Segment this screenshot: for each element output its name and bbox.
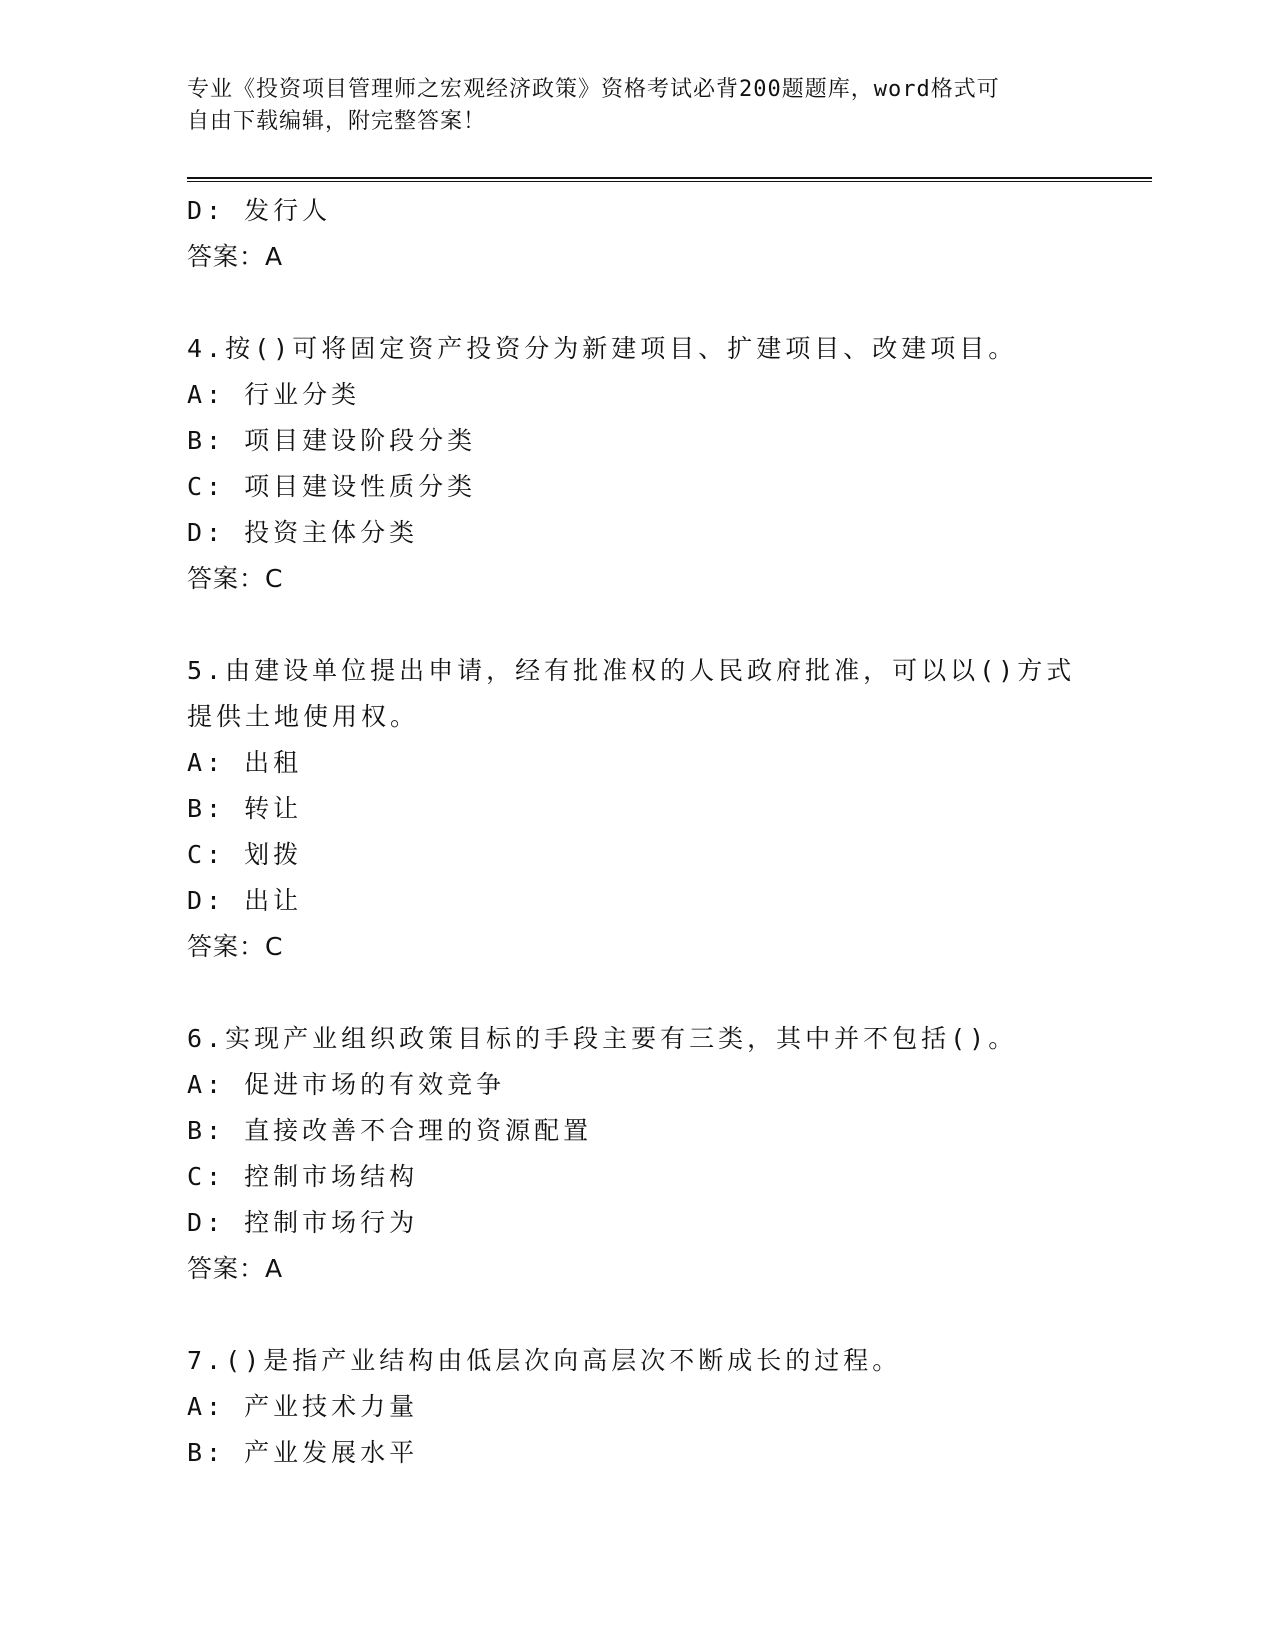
header-divider-thin (187, 181, 1152, 182)
answer: 答案：A (187, 1254, 284, 1283)
question-text: 7.()是指产业结构由低层次向高层次不断成长的过程。 (187, 1346, 902, 1375)
option-a: A: 产业技术力量 (187, 1392, 419, 1421)
question-5 (187, 648, 1087, 970)
question-4 (187, 326, 1087, 602)
question-text-line-2: 提供土地使用权。 (187, 702, 420, 731)
header-divider-thick (187, 177, 1152, 179)
question-6 (187, 1016, 1087, 1292)
document-body (187, 188, 1087, 1476)
option-a: A: 促进市场的有效竞争 (187, 1070, 506, 1099)
document-header (187, 74, 1087, 138)
header-line-1: 专业《投资项目管理师之宏观经济政策》资格考试必背200题题库，word格式可 (187, 77, 1000, 102)
option-b: B: 转让 (187, 794, 303, 823)
option-b: B: 直接改善不合理的资源配置 (187, 1116, 593, 1145)
option-d: D: 发行人 (187, 196, 332, 225)
question-text: 4.按()可将固定资产投资分为新建项目、扩建项目、改建项目。 (187, 334, 1018, 363)
option-d: D: 控制市场行为 (187, 1208, 419, 1237)
option-c: C: 划拨 (187, 840, 303, 869)
option-a: A: 行业分类 (187, 380, 361, 409)
option-a: A: 出租 (187, 748, 303, 777)
option-c: C: 控制市场结构 (187, 1162, 419, 1191)
option-b: B: 产业发展水平 (187, 1438, 419, 1467)
option-c: C: 项目建设性质分类 (187, 472, 477, 501)
question-text-line-1: 5.由建设单位提出申请，经有批准权的人民政府批准，可以以()方式 (187, 656, 1076, 685)
question-7 (187, 1338, 1087, 1476)
question-3-continuation (187, 188, 1087, 280)
question-text: 6.实现产业组织政策目标的手段主要有三类，其中并不包括()。 (187, 1024, 1018, 1053)
answer: 答案：A (187, 242, 284, 271)
option-b: B: 项目建设阶段分类 (187, 426, 477, 455)
option-d: D: 投资主体分类 (187, 518, 419, 547)
header-line-2: 自由下载编辑，附完整答案！ (187, 109, 487, 134)
option-d: D: 出让 (187, 886, 303, 915)
answer: 答案：C (187, 564, 284, 593)
answer: 答案：C (187, 932, 284, 961)
